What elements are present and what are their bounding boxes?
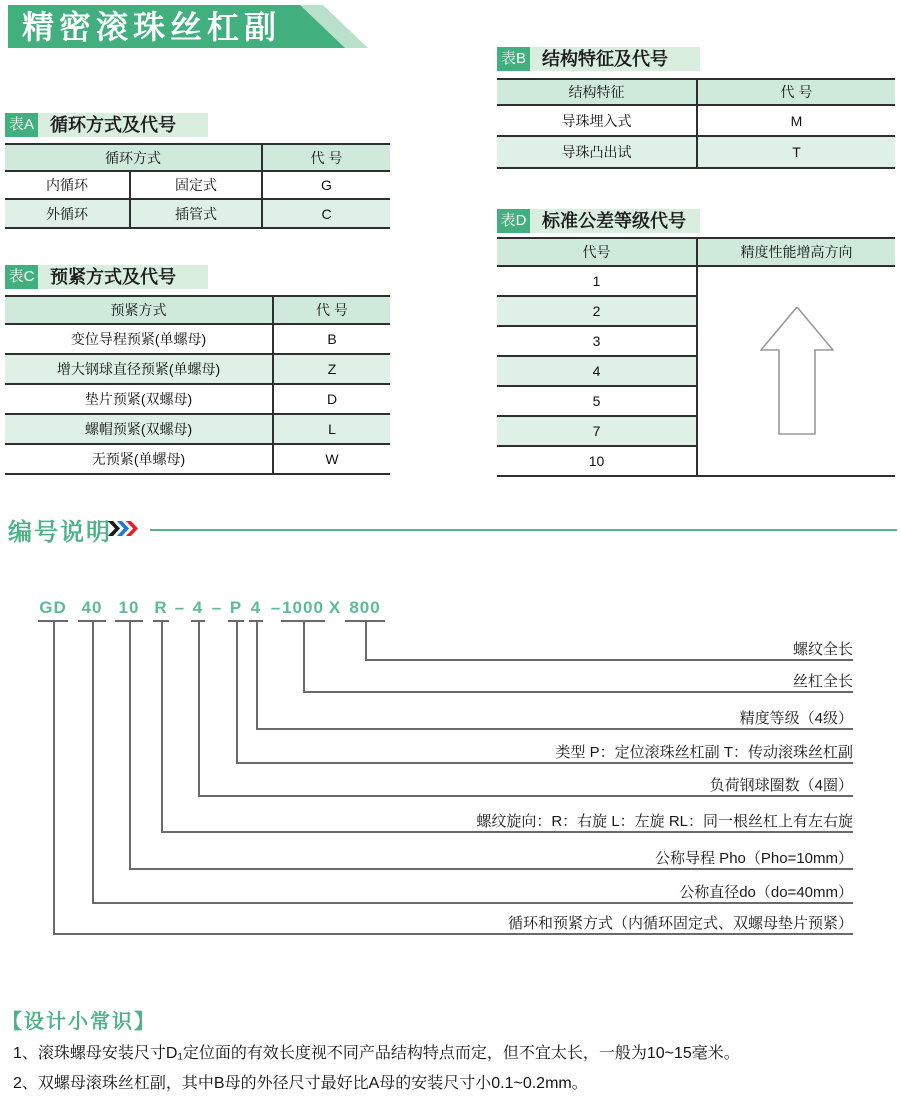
tips-title: 【设计小常识】 <box>2 1011 156 1033</box>
table-d-caption <box>497 209 700 233</box>
cell: 无预紧(单螺母) <box>5 444 273 474</box>
table-c-title: 预紧方式及代号 <box>38 265 208 289</box>
cell: Z <box>273 354 390 384</box>
table-a-caption <box>5 113 208 137</box>
code-segment: P <box>229 598 243 617</box>
header-cell: 代 号 <box>262 144 390 171</box>
numbering-section-title: 编号说明 <box>8 519 112 546</box>
code-separator: – <box>174 598 186 617</box>
cell: D <box>273 384 390 414</box>
cell: 外循环 <box>5 199 130 228</box>
table-c-caption <box>5 265 208 289</box>
up-arrow-icon <box>760 307 834 435</box>
cell: 垫片预紧(双螺母) <box>5 384 273 414</box>
code-segment: GD <box>39 598 67 617</box>
cell: 2 <box>497 296 697 326</box>
table-d <box>497 237 895 477</box>
callout-label: 螺纹全长 <box>792 641 853 658</box>
callout-label: 丝杠全长 <box>792 673 853 690</box>
callout-vline <box>129 622 131 868</box>
table-row <box>5 324 390 354</box>
callout-label: 公称导程 Pho（Pho=10mm） <box>655 850 853 867</box>
callout-hline <box>236 762 853 764</box>
cell: 增大钢球直径预紧(单螺母) <box>5 354 273 384</box>
callout-hline <box>92 902 853 904</box>
callout-vline <box>53 622 55 933</box>
cell: L <box>273 414 390 444</box>
callout-vline <box>365 622 367 659</box>
cell: 3 <box>497 326 697 356</box>
cell: 固定式 <box>130 171 262 199</box>
table-b <box>497 78 895 169</box>
table-row <box>5 354 390 384</box>
cell: 4 <box>497 356 697 386</box>
code-separator: – <box>270 598 282 617</box>
cell: B <box>273 324 390 354</box>
cell: 7 <box>497 416 697 446</box>
table-row <box>5 414 390 444</box>
cell: W <box>273 444 390 474</box>
table-c-badge: 表C <box>5 265 38 289</box>
cell: M <box>697 105 895 136</box>
cell: 导珠凸出试 <box>497 136 697 168</box>
table-b-caption <box>497 47 700 71</box>
page-title: 精密滚珠丝杠副 <box>22 9 282 45</box>
section-divider <box>150 529 897 531</box>
callout-label: 精度等级（4级） <box>739 710 853 727</box>
callout-hline <box>161 831 853 833</box>
cell: 变位导程预紧(单螺母) <box>5 324 273 354</box>
callout-vline <box>256 622 258 728</box>
callout-vline <box>92 622 94 902</box>
table-c <box>5 295 390 475</box>
header-cell: 精度性能增高方向 <box>697 238 895 266</box>
table-row <box>497 105 895 136</box>
header-cell: 结构特征 <box>497 79 697 105</box>
cell: 内循环 <box>5 171 130 199</box>
callout-label: 螺纹旋向：R：右旋 L：左旋 RL：同一根丝杠上有左右旋 <box>476 813 853 830</box>
table-row <box>497 136 895 168</box>
callout-hline <box>198 795 853 797</box>
code-separator: – <box>211 598 223 617</box>
code-segment: 4 <box>192 598 204 617</box>
cell: C <box>262 199 390 228</box>
callout-vline <box>198 622 200 795</box>
header-cell: 代 号 <box>697 79 895 105</box>
header-cell: 代 号 <box>273 296 390 324</box>
callout-label: 公称直径do（do=40mm） <box>679 884 853 901</box>
callout-label: 负荷钢球圈数（4圈） <box>709 777 853 794</box>
code-segment: 800 <box>349 598 381 617</box>
table-b-badge: 表B <box>497 47 530 71</box>
code-segment: 10 <box>118 598 140 617</box>
callout-vline <box>303 622 305 691</box>
callout-hline <box>53 933 853 935</box>
cell: 插管式 <box>130 199 262 228</box>
callout-vline <box>236 622 238 762</box>
table-row <box>5 199 390 228</box>
code-separator: X <box>328 598 342 617</box>
tip-item: 1、滚珠螺母安装尺寸D₁定位面的有效长度视不同产品结构特点而定，但不宜太长，一般为10~15毫米。 <box>13 1045 740 1062</box>
callout-label: 类型 P：定位滚珠丝杠副 T：传动滚珠丝杠副 <box>555 744 853 761</box>
cell: 10 <box>497 446 697 476</box>
triple-chevron-icon <box>108 521 138 536</box>
callout-hline <box>303 691 853 693</box>
cell: 1 <box>497 266 697 296</box>
header-cell: 代号 <box>497 238 697 266</box>
code-segment: R <box>154 598 168 617</box>
callout-hline <box>129 868 853 870</box>
callout-hline <box>256 728 853 730</box>
callout-label: 循环和预紧方式（内循环固定式、双螺母垫片预紧） <box>507 915 853 932</box>
callout-vline <box>161 622 163 831</box>
header-cell: 预紧方式 <box>5 296 273 324</box>
table-a-title: 循环方式及代号 <box>38 113 208 137</box>
table-a-badge: 表A <box>5 113 38 137</box>
code-segment: 4 <box>250 598 262 617</box>
table-a <box>5 143 390 229</box>
code-segment: 1000 <box>282 598 324 617</box>
table-row <box>5 444 390 474</box>
tip-item: 2、双螺母滚珠丝杠副，其中B母的外径尺寸最好比A母的安装尺寸小0.1~0.2mm。 <box>13 1075 588 1092</box>
cell: T <box>697 136 895 168</box>
table-b-title: 结构特征及代号 <box>530 47 700 71</box>
table-row <box>497 266 895 296</box>
header-cell: 循环方式 <box>5 144 262 171</box>
cell: 螺帽预紧(双螺母) <box>5 414 273 444</box>
callout-hline <box>365 659 853 661</box>
code-segment: 40 <box>81 598 103 617</box>
cell: 导珠埋入式 <box>497 105 697 136</box>
accuracy-direction-cell <box>697 266 895 476</box>
cell: 5 <box>497 386 697 416</box>
table-row <box>5 171 390 199</box>
table-d-badge: 表D <box>497 209 530 233</box>
table-d-title: 标准公差等级代号 <box>530 209 700 233</box>
cell: G <box>262 171 390 199</box>
table-row <box>5 384 390 414</box>
